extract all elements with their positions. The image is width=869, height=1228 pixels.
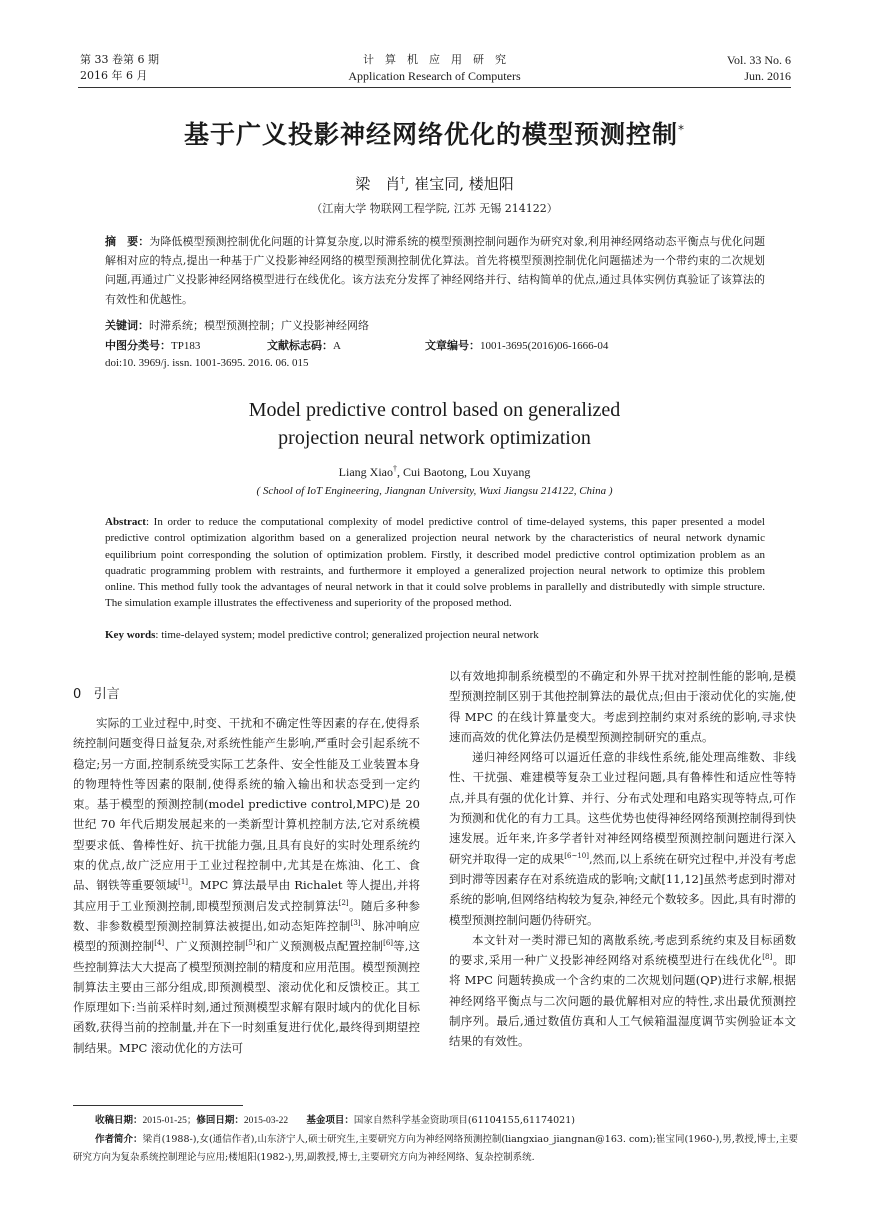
- body-text: 等,这些控制算法大大提高了模型预测控制的精度和应用范围。模型预测控制算法主要由三部分组成,即预测模型、滚动优化和反馈校正。其工作原理如下:当前采样时刻,通过预测模型求解有限时域内的优化目标函数,获得当前的控制量,并在下一时刻重复进行优化,最终得到期望控制结果。MPC 滚动优化的方法可: [73, 939, 421, 1055]
- paper-title-en: [0, 396, 869, 452]
- body-text: ,然而,以上系统在研究过程中,并没有考虑到时滞等因素存在对系统造成的影响;文献[11,12]虽然考虑到时滞对系统的影响,但网络结构较为复杂,神经元个数较多。因此,具有时滞的模型预测控制问题仍待研究。: [449, 851, 797, 927]
- volume-number-en: Vol. 33 No. 6: [726, 53, 791, 67]
- journal-volume-en: [727, 52, 791, 84]
- document-code-value: A: [333, 340, 341, 352]
- other-authors-cn: , 崔宝同, 楼旭阳: [404, 175, 514, 193]
- document-code-label: 文献标志码：: [267, 339, 333, 352]
- fund-value: 国家自然科学基金资助项目(61104155,61174021): [353, 1115, 575, 1126]
- issue-date: 2016 年 6 月: [80, 69, 148, 82]
- clc-number: [105, 337, 200, 353]
- revised-label: 修回日期：: [196, 1115, 244, 1126]
- citation-ref[interactable]: [1]: [178, 878, 189, 887]
- footnote-rule: [73, 1105, 243, 1106]
- corresponding-mark-cn: †: [400, 176, 405, 186]
- fund-label: 基金项目：: [306, 1115, 354, 1126]
- body-text: 实际的工业过程中,时变、干扰和不确定性等因素的存在,使得系统控制问题变得日益复杂,对系统性能产生影响,严重时会引起系统不稳定;另一方面,控制系统受实际工艺条件、安全性能及工业装置本身的物理特性等因素的限制,使得系统的输入输出和状态受到一定约束。基于模型的预测控制(model predictive control,MPC)是 20 世纪 70 年代后期发展起来的一类新型计算机控制方法,它对系统模型要求低、鲁棒性好、抗干扰能力强,且具有良好的实时处理系统约束的优点,故广泛应用于工业过程控制中,尤其是在炼油、化工、食品、钢铁等重要领域: [73, 716, 420, 893]
- journal-name-en: Application Research of Computers: [348, 69, 521, 83]
- keywords-cn: [105, 317, 369, 333]
- citation-ref[interactable]: [6~10]: [564, 851, 589, 860]
- authors-en: [0, 464, 869, 480]
- body-text: 和广义预测极点配置控制: [255, 939, 384, 954]
- first-author-cn: 梁 肖: [355, 175, 401, 193]
- keywords-text-en: : time-delayed system; model predictive control; generalized projection neural network: [155, 629, 539, 641]
- keywords-label-en: Key words: [105, 629, 156, 641]
- section-heading: [73, 683, 120, 702]
- body-column-right: [449, 666, 796, 1052]
- doi: doi:10. 3969/j. issn. 1001-3695. 2016. 06. 015: [105, 357, 309, 369]
- keywords-text-cn: 时滞系统；模型预测控制；广义投影神经网络: [149, 319, 369, 332]
- body-paragraph: [449, 930, 796, 1052]
- abstract-text-en: : In order to reduce the computational complexity of model predictive control of time-delayed systems, this paper presented a model predictive control optimization algorithm based on a generalized projection neural network by the characteristics of neural network dynamic equilibrium point corresponding the solution of optimization problem. Firstly, it described model predictive control optimization problem as an quadratic programming problem with restraints, and furthermore it employed a generalized projection neural network to optimize this problem online. This method fully took the advantages of neural network in that it could solve problems in parallelly and distributedly with simple structure. The simulation example illustrates the effectiveness and superiority of the proposed method.: [105, 516, 765, 610]
- title-footnote-mark: *: [678, 122, 685, 137]
- body-text: 本文针对一类时滞已知的离散系统,考虑到系统约束及目标函数的要求,采用一种广义投影神经网络对系统模型进行在线优化: [449, 932, 796, 968]
- first-author-en: Liang Xiao: [338, 465, 393, 479]
- abstract-label-en: Abstract: [105, 516, 146, 528]
- section-title: 引言: [93, 687, 120, 702]
- document-code: [267, 337, 341, 353]
- body-column-left: [73, 713, 420, 1058]
- received-label: 收稿日期：: [95, 1115, 143, 1126]
- abstract-en: [105, 514, 765, 612]
- authors-cn: [0, 173, 869, 194]
- abstract-text-cn: 为降低模型预测控制优化问题的计算复杂度,以时滞系统的模型预测控制问题作为研究对象,利用神经网络动态平衡点与优化问题解相对应的特点,提出一种基于广义投影神经网络的模型预测控制优化算法。首先将模型预测控制优化问题描述为一个带约束的二次规划问题,再通过广义投影神经网络模型进行在线优化。该方法充分发挥了神经网络并行、结构简单的优点,通过具体实例仿真验证了该算法的有效性和优越性。: [105, 235, 766, 306]
- citation-ref[interactable]: [3]: [350, 919, 361, 928]
- body-text: 递归神经网络可以逼近任意的非线性系统,能处理高维数、非线性、干扰强、难建模等复杂工业过程问题,具有鲁棒性和适应性等特点,并具有强的优化计算、并行、分布式处理和电路实现等特点,可作为预测和优化的有力工具。这些优势也使得神经网络预测控制得到快速发展。近年来,许多学者针对神经网络模型预测控制问题进行深入研究并取得一定的成果: [449, 750, 796, 866]
- received-date: 2015-01-25；: [142, 1116, 197, 1126]
- keywords-en: [105, 629, 539, 641]
- article-number: [425, 337, 608, 353]
- article-number-label: 文章编号：: [425, 339, 480, 352]
- bio-label: 作者简介：: [95, 1134, 143, 1145]
- body-paragraph: [73, 713, 420, 1058]
- footnote-dates-fund: [95, 1112, 575, 1130]
- abstract-cn: [105, 232, 765, 309]
- body-text: 以有效地抑制系统模型的不确定和外界干扰对控制性能的影响,是模型预测控制区别于其他控制算法的最优点;但由于滚动优化的实施,使得 MPC 的在线计算量变大。考虑到控制约束对系统的影响,寻求快速而高效的优化算法仍是模型预测控制研究的重点。: [449, 669, 796, 744]
- paper-title-cn: [0, 115, 869, 151]
- citation-ref[interactable]: [6]: [383, 939, 394, 948]
- body-text: 、广义预测控制: [164, 939, 246, 954]
- affiliation-en: ( School of IoT Engineering, Jiangnan University, Wuxi Jiangsu 214122, China ): [256, 485, 613, 497]
- body-text: 。即将 MPC 问题转换成一个含约束的二次规划问题(QP)进行求解,根据神经网络平衡点与二次问题的最优解相对应的特性,求出最优预测控制序列。最后,通过数值仿真和人工气候箱温湿度调节实例验证本文结果的有效性。: [449, 953, 797, 1049]
- footnote-author-bio: [73, 1131, 798, 1167]
- revised-date: 2015-03-22: [243, 1116, 289, 1126]
- article-number-value: 1001-3695(2016)06-1666-04: [480, 340, 609, 352]
- body-text: 。MPC 算法最早由 Richalet 等人提出,并将其应用于工业预测控制,即模型预测启发式控制算法: [73, 878, 421, 913]
- body-paragraph: [449, 666, 796, 747]
- header-rule: [78, 87, 791, 88]
- abstract-label-cn: 摘 要：: [105, 235, 150, 248]
- bio-text: 梁肖(1988-),女(通信作者),山东济宁人,硕士研究生,主要研究方向为神经网络预测控制(liangxiao_jiangnan@163. com);崔宝同(1960-),男,教授,博士,主要研究方向为复杂系统控制理论与应用;楼旭阳(1982-),男,副教授,博士,主要研究方向为神经网络、复杂控制系统.: [73, 1134, 798, 1163]
- title-text-cn: 基于广义投影神经网络优化的模型预测控制: [183, 120, 678, 149]
- body-text: 。随后多种参数、非参数模型预测控制算法被提出,如动态矩阵控制: [73, 898, 421, 933]
- title-en-line1: Model predictive control based on generalized: [248, 399, 621, 421]
- volume-date-en: Jun. 2016: [744, 69, 791, 83]
- citation-ref[interactable]: [4]: [154, 939, 165, 948]
- body-text: 、脉冲响应模型的预测控制: [73, 918, 421, 954]
- corresponding-mark-en: †: [393, 464, 397, 473]
- other-authors-en: , Cui Baotong, Lou Xuyang: [397, 465, 531, 479]
- affiliation-cn: （江南大学 物联网工程学院, 江苏 无锡 214122）: [311, 202, 558, 215]
- issue-volume: 第 33 卷第 6 期: [80, 53, 159, 66]
- keywords-label-cn: 关键词：: [105, 319, 149, 332]
- clc-label: 中图分类号：: [105, 339, 171, 352]
- section-number: 0: [73, 687, 82, 702]
- body-paragraph: [449, 747, 796, 930]
- journal-name-cn: 计 算 机 应 用 研 究: [363, 53, 506, 66]
- title-en-line2: projection neural network optimization: [278, 427, 591, 449]
- clc-value: TP183: [171, 340, 201, 352]
- citation-ref[interactable]: [5]: [245, 939, 256, 948]
- citation-ref[interactable]: [2]: [338, 898, 349, 907]
- citation-ref[interactable]: [8]: [762, 953, 773, 962]
